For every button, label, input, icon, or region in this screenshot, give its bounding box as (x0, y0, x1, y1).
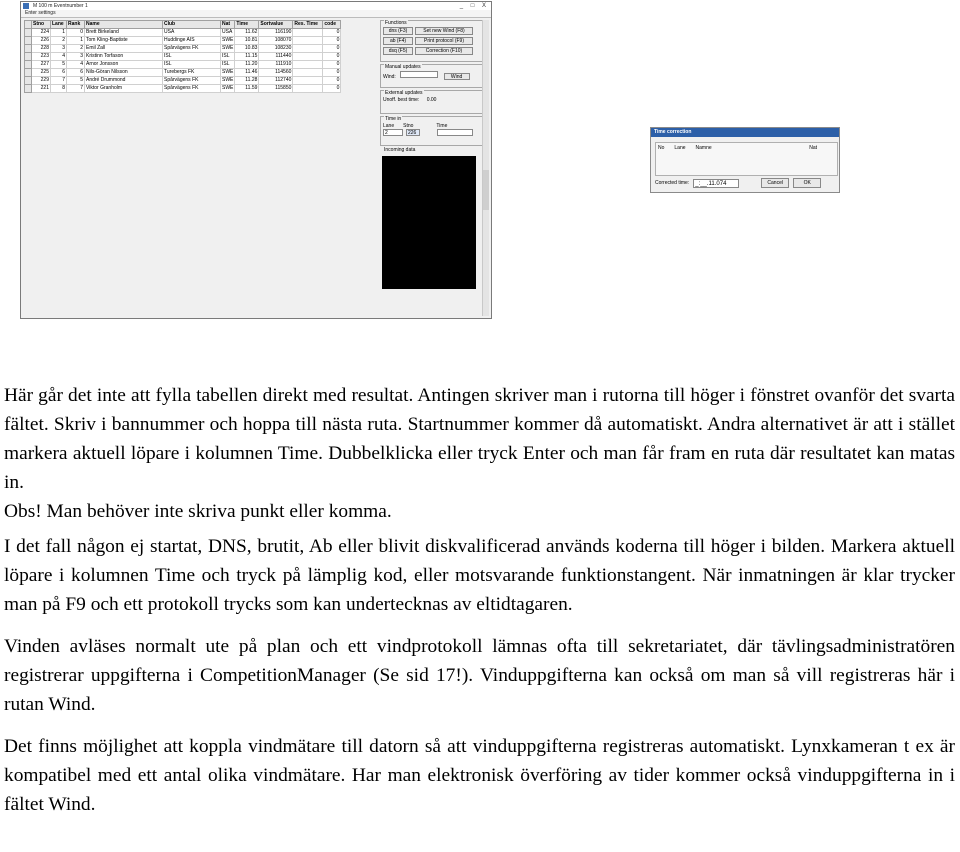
dsq-button[interactable]: dsq (F5) (383, 47, 413, 55)
lane-input[interactable]: 2 (383, 129, 403, 136)
table-row[interactable] (25, 29, 341, 37)
table-row[interactable] (25, 45, 341, 53)
cell-time[interactable]: 11.20 (235, 61, 259, 69)
col-header-sortvalue[interactable]: Sortvalue (259, 21, 293, 29)
cell-res-time[interactable] (293, 61, 323, 69)
table-row[interactable] (25, 53, 341, 61)
vertical-scrollbar[interactable] (482, 20, 489, 316)
dialog-header-no: No (658, 145, 665, 151)
cell-lane[interactable]: 5 (51, 61, 67, 69)
cell-stno[interactable]: 221 (32, 85, 51, 93)
row-marker[interactable] (25, 85, 32, 93)
app-icon (23, 3, 29, 9)
cell-code[interactable]: 0 (323, 45, 341, 53)
cell-name[interactable]: Nils-Göran Nilsson (85, 69, 163, 77)
cell-club[interactable]: Turebergs FK (163, 69, 221, 77)
functions-group (380, 20, 488, 62)
row-marker-header (25, 21, 32, 29)
set-new-wind-button[interactable]: Set new Wind (F8) (415, 27, 473, 35)
function-row (383, 37, 485, 45)
cell-nat[interactable]: SWE (222, 45, 234, 51)
cell-sortvalue[interactable]: 111440 (259, 53, 293, 61)
col-header-club[interactable]: Club (163, 21, 221, 29)
corrected-time-input[interactable]: _:__.11.074 (693, 179, 739, 188)
cell-time[interactable]: 11.62 (235, 29, 259, 37)
cell-sortvalue[interactable]: 115850 (259, 85, 293, 93)
incoming-data-console (382, 156, 476, 289)
cell-club[interactable]: ISL (163, 61, 221, 69)
cell-name[interactable]: Viktor Granholm (85, 85, 163, 93)
best-time-value: 0.00 (426, 97, 437, 103)
cell-stno[interactable]: 224 (32, 29, 51, 37)
cell-time[interactable]: 11.59 (235, 85, 259, 93)
results-grid[interactable] (24, 20, 372, 112)
cell-name[interactable]: Emil Zall (85, 45, 163, 53)
time-in-title: Time in (385, 116, 402, 122)
time-in-group (380, 116, 488, 146)
correction-button[interactable]: Correction (F10) (415, 47, 473, 55)
cell-stno[interactable]: 227 (32, 61, 51, 69)
cell-code[interactable]: 0 (323, 77, 341, 85)
incoming-data-title: Incoming data (384, 147, 416, 153)
table-row[interactable] (25, 69, 341, 77)
row-marker[interactable] (25, 61, 32, 69)
cell-club[interactable]: Spårvägens FK (163, 77, 221, 85)
window-title: M 100 m Eventnumber 1 (33, 3, 88, 9)
cell-res-time[interactable] (293, 85, 323, 93)
manual-updates-title: Manual updates (385, 64, 421, 70)
cell-time[interactable]: 11.28 (235, 77, 259, 85)
cell-nat[interactable]: ISL (221, 53, 235, 61)
function-row (383, 47, 485, 55)
col-header-nat[interactable]: Nat (221, 21, 235, 29)
paragraph-1-note: Obs! Man behöver inte skriva punkt eller komma. (4, 501, 392, 522)
dialog-header-nat: Nat (809, 145, 817, 151)
cell-name[interactable]: Kristinn Torfason (85, 53, 163, 61)
paragraph-4: Det finns möjlighet att koppla vindmätare till datorn så att vinduppgifterna registreras automatiskt. Lynxkameran t ex är kompatibel med ett antal olika vindmätare. Har man elektronisk överföring av tider kommer också vinduppgifterna in i fältet Wind. (4, 736, 955, 815)
cell-sortvalue[interactable]: 116190 (259, 29, 293, 37)
table-row[interactable] (25, 37, 341, 45)
ab-button[interactable]: ab (F4) (383, 37, 413, 45)
cell-nat[interactable]: SWE (222, 69, 234, 75)
cell-club[interactable]: ISL (163, 53, 221, 61)
col-header-time[interactable]: Time (235, 21, 259, 29)
col-header-code[interactable]: code (323, 21, 341, 29)
cell-code[interactable]: 0 (323, 53, 341, 61)
table-row[interactable] (25, 61, 341, 69)
cell-res-time[interactable] (293, 29, 323, 37)
cell-res-time[interactable] (293, 77, 323, 85)
cell-nat[interactable]: USA (221, 29, 235, 37)
dialog-header-name: Namne (695, 145, 712, 151)
best-time-label: Unoff. best time: (383, 97, 420, 103)
cell-name[interactable]: Brett Birkeland (85, 29, 163, 37)
cell-lane[interactable]: 2 (51, 37, 67, 45)
wind-label: Wind: (383, 74, 396, 80)
cell-name[interactable]: Arnor Jonsson (85, 61, 163, 69)
row-marker[interactable] (25, 37, 32, 45)
time-correction-dialog (650, 127, 840, 193)
row-marker[interactable] (25, 53, 32, 61)
cell-rank[interactable]: 1 (67, 37, 85, 45)
cell-nat[interactable]: SWE (222, 85, 234, 91)
side-panel (380, 20, 488, 296)
results-window (20, 1, 492, 319)
time-input[interactable] (437, 129, 473, 136)
cell-stno[interactable]: 223 (32, 53, 51, 61)
wind-input[interactable] (400, 71, 438, 78)
cell-nat[interactable]: SWE (222, 77, 234, 83)
cell-time[interactable]: 10.83 (235, 45, 259, 53)
paragraph-3: Vinden avläses normalt ute på plan och ett vindprotokoll lämnas ofta till sekretariatet, där tävlingsadministratören registrerar uppgifterna i CompetitionManager (Se sid 17!). Vinduppgifterna kan också om man så vill registreras här i rutan Wind. (4, 636, 955, 715)
dialog-list-header (656, 143, 837, 151)
col-header-res-time[interactable]: Res. Time (293, 21, 323, 29)
external-updates-title: External updates (385, 90, 423, 96)
window-titlebar (21, 2, 491, 10)
corrected-time-label: Corrected time: (655, 180, 690, 186)
time-in-fields (383, 129, 485, 136)
cell-code[interactable]: 0 (323, 37, 341, 45)
paragraph-1: Här går det inte att fylla tabellen direkt med resultat. Antingen skriver man i rutorna till höger i fönstret ovanför det svarta fältet. Skriv i bannummer och hoppa till nästa ruta. Startnummer kommer då automatiskt. Andra alternativet är att i stället markera aktuell löpare i kolumnen Time. Dubbelklicka eller tryck Enter och man får fram en ruta där resultatet kan matas in. (4, 385, 955, 493)
cell-code[interactable]: 0 (323, 61, 341, 69)
cell-lane[interactable]: 3 (51, 45, 67, 53)
cell-res-time[interactable] (293, 37, 323, 45)
cell-club[interactable]: USA (163, 29, 221, 37)
cell-lane[interactable]: 4 (51, 53, 67, 61)
cell-res-time[interactable] (293, 69, 323, 77)
cell-rank[interactable]: 7 (67, 85, 85, 93)
cell-sortvalue[interactable]: 111910 (259, 61, 293, 69)
grid-header-row (25, 21, 341, 29)
window-caption-buttons[interactable]: _ □ X (459, 3, 489, 9)
print-protocol-button[interactable]: Print protocol (F9) (415, 37, 473, 45)
cell-nat[interactable]: SWE (222, 37, 234, 43)
row-marker[interactable] (25, 69, 32, 77)
manual-updates-group (380, 64, 488, 88)
cell-name[interactable]: Tom Kling-Baptiste (85, 37, 163, 45)
menu-bar (21, 10, 491, 18)
cell-lane[interactable]: 8 (51, 85, 67, 93)
dialog-footer (655, 176, 836, 190)
col-header-rank[interactable]: Rank (67, 21, 85, 29)
ok-button[interactable]: OK (793, 178, 821, 188)
cell-club[interactable]: Spårvägens FK (163, 45, 221, 53)
col-header-lane[interactable]: Lane (51, 21, 67, 29)
dialog-result-list[interactable] (655, 142, 838, 176)
time-label: Time (436, 123, 448, 129)
cell-lane[interactable]: 1 (51, 29, 67, 37)
col-header-stno[interactable]: Stno (32, 21, 51, 29)
dialog-header-lane: Lane (674, 145, 686, 151)
cell-rank[interactable]: 4 (67, 61, 85, 69)
cell-club[interactable]: Huddinge AIS (163, 37, 221, 45)
cell-stno[interactable]: 226 (32, 37, 51, 45)
cell-code[interactable]: 0 (323, 69, 341, 77)
cell-rank[interactable]: 6 (67, 69, 85, 77)
cell-time[interactable]: 10.81 (235, 37, 259, 45)
row-marker[interactable] (25, 45, 32, 53)
cell-stno[interactable]: 229 (32, 77, 51, 85)
instruction-text (4, 381, 955, 819)
col-header-name[interactable]: Name (85, 21, 163, 29)
functions-title: Functions (385, 20, 407, 26)
cell-sortvalue[interactable]: 112740 (259, 77, 293, 85)
cell-rank[interactable]: 5 (67, 77, 85, 85)
cell-nat[interactable]: ISL (221, 61, 235, 69)
table-row[interactable] (25, 77, 341, 85)
scrollbar-thumb[interactable] (483, 170, 489, 210)
row-marker[interactable] (25, 29, 32, 37)
cell-stno[interactable]: 225 (32, 69, 51, 77)
cell-time[interactable]: 11.46 (235, 69, 259, 77)
cell-sortvalue[interactable]: 108230 (259, 45, 293, 53)
cell-club[interactable]: Spårvägens FK (163, 85, 221, 93)
cancel-button[interactable]: Cancel (761, 178, 789, 188)
cell-time[interactable]: 11.15 (235, 53, 259, 61)
dns-button[interactable]: dns (F3) (383, 27, 413, 35)
dialog-title: Time correction (651, 128, 839, 137)
menu-enter-settings[interactable]: Enter settings (25, 10, 56, 16)
wind-button[interactable]: Wind (444, 73, 470, 80)
function-row (383, 27, 485, 35)
cell-rank[interactable]: 2 (67, 45, 85, 53)
cell-code[interactable]: 0 (323, 85, 341, 93)
cell-res-time[interactable] (293, 53, 323, 61)
cell-res-time[interactable] (293, 45, 323, 53)
cell-sortvalue[interactable]: 114560 (259, 69, 293, 77)
stno-input[interactable]: 226 (406, 129, 420, 136)
row-marker[interactable] (25, 77, 32, 85)
cell-stno[interactable]: 228 (32, 45, 51, 53)
cell-sortvalue[interactable]: 108070 (259, 37, 293, 45)
incoming-data-group (380, 148, 488, 294)
external-updates-group (380, 90, 488, 114)
cell-lane[interactable]: 7 (51, 77, 67, 85)
cell-code[interactable]: 0 (323, 29, 341, 37)
lane-label: Lane (383, 123, 395, 129)
cell-rank[interactable]: 0 (67, 29, 85, 37)
paragraph-2: I det fall någon ej startat, DNS, brutit, Ab eller blivit diskvalificerad används koderna till höger i bilden. Markera aktuell löpare i kolumnen Time och tryck på lämplig kod, eller motsvarande funktionstangent. När inmatningen är klar trycker man på F9 och ett protokoll trycks som kan undertecknas av eltidtagaren. (4, 536, 955, 615)
stno-label: Stno (403, 123, 414, 129)
table-row[interactable] (25, 85, 341, 93)
cell-rank[interactable]: 3 (67, 53, 85, 61)
cell-name[interactable]: André Drummond (85, 77, 163, 85)
cell-lane[interactable]: 6 (51, 69, 67, 77)
